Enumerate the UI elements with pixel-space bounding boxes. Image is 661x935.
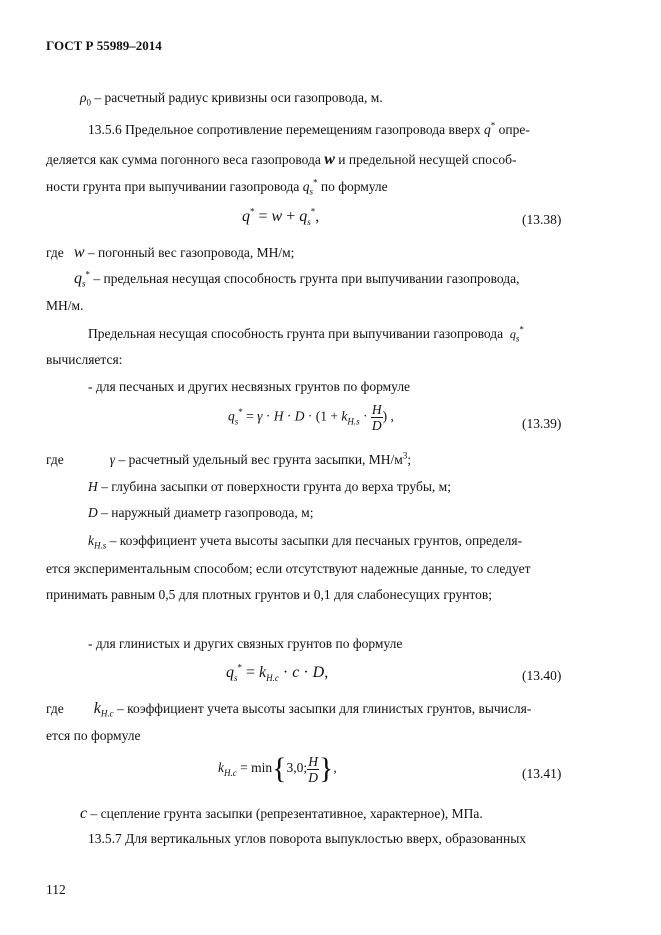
qs-definition-unit: МН/м. (46, 298, 84, 313)
rho-definition: $\rho_0$ – расчетный радиус кривизны оси газопровода, м. (80, 90, 383, 108)
list-item-clay-soils: - для глинистых и других связных грунтов по формуле (88, 636, 403, 651)
paragraph-13-5-6-line2: деляется как сумма погонного веса газопровода w и предельной несущей способ- (46, 151, 517, 168)
equation-13-39: $q_s^* = \gamma \cdot H \cdot D \cdot (1 + k_{H.s}$ · $\frac{H}{D}$ ) , (228, 402, 394, 433)
equation-13-40: $q_s^* = k_{H.c} \cdot c \cdot D$, (226, 662, 329, 684)
kHs-definition: $k_{H.s}$ – коэффициент учета высоты засыпки для песчаных грунтов, определя- (88, 533, 523, 551)
D-definition: D – наружный диаметр газопровода, м; (88, 505, 314, 520)
equation-number: (13.40) (522, 668, 562, 683)
kHc-definition-line2: ется по формуле (46, 728, 141, 743)
H-definition: H – глубина засыпки от поверхности грунта до верха трубы, м; (88, 479, 451, 494)
paragraph-13-5-6-line3: ности грунта при выпучивании газопровода $q_s^*$ по формуле (46, 177, 388, 197)
w-definition: где w – погонный вес газопровода, МН/м; (46, 244, 295, 261)
kHs-definition-line3: принимать равным 0,5 для плотных грунтов и 0,1 для слабонесущих грунтов; (46, 587, 493, 602)
paragraph-bearing-capacity: Предельная несущая способность грунта при выпучивании газопровода $q_s^*$ (88, 324, 524, 344)
qs-definition: $q_s^*$ – предельная несущая способность грунта при выпучивании газопровода, (74, 269, 520, 289)
paragraph-13-5-6-line1: 13.5.6 Предельное сопротивление перемещениям газопровода вверх q* опре- (88, 120, 530, 137)
document-header: ГОСТ Р 55989–2014 (46, 38, 162, 53)
c-definition: c – сцепление грунта засыпки (репрезентативное, характерное), МПа. (80, 805, 483, 822)
kHc-definition: где $k_{H.c}$ – коэффициент учета высоты засыпки для глинистых грунтов, вычисля- (46, 700, 532, 719)
equation-number: (13.38) (522, 212, 562, 227)
equation-number: (13.41) (522, 766, 562, 781)
equation-13-38: $q^* = w + q_s^*$, (242, 206, 320, 228)
paragraph-bearing-capacity-end: вычисляется: (46, 352, 123, 367)
page-number: 112 (46, 882, 66, 897)
gamma-definition: где γ – расчетный удельный вес грунта засыпки, $МН/м^3$; (46, 450, 412, 467)
equation-13-41: $k_{H.c} = \min\{3,0$; $\frac{H}{D}$ }, (218, 752, 337, 785)
paragraph-13-5-7: 13.5.7 Для вертикальных углов поворота выпуклостью вверх, образованных (88, 831, 527, 846)
list-item-sandy-soils: - для песчаных и других несвязных грунтов по формуле (88, 379, 411, 394)
equation-number: (13.39) (522, 416, 562, 431)
kHs-definition-line2: ется экспериментальным способом; если отсутствуют надежные данные, то следует (46, 561, 531, 576)
